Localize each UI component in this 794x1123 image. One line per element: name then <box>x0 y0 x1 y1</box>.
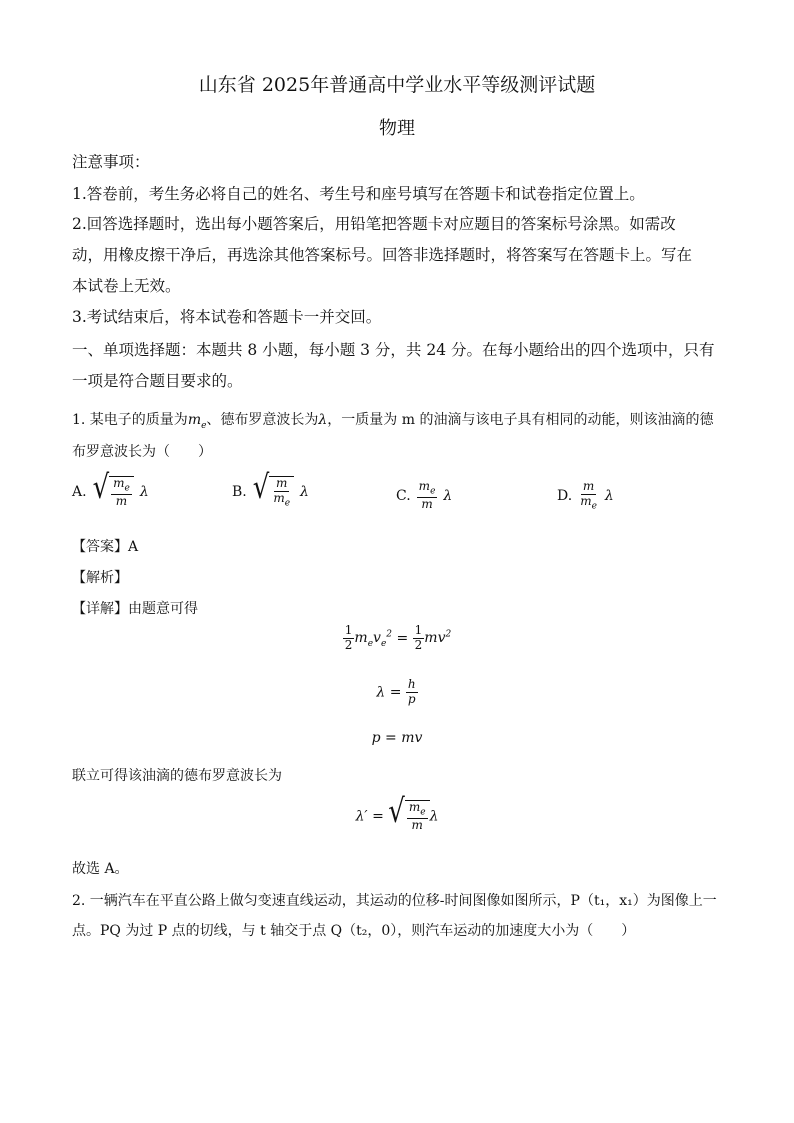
option-a: A. √ $\frac{m_e}{m}$ λ <box>72 469 149 508</box>
option-b: B. √ $\frac{m}{m_e}$ λ <box>232 469 309 509</box>
question-2-line-1: 2. 一辆汽车在平直公路上做匀变速直线运动，其运动的位移-时间图像如图所示，P（t₁，x₁）为图像上一 <box>72 893 717 909</box>
question-1-text-b: 、德布罗意波长为 <box>206 412 319 428</box>
section-heading-line-1: 一、单项选择题：本题共 8 小题，每小题 3 分，共 24 分。在每小题给出的四个选项中，只有 <box>72 341 715 359</box>
conclusion-text: 故选 A。 <box>72 861 129 877</box>
question-1-line-2: 布罗意波长为（ ） <box>72 444 212 460</box>
electron-mass-symbol: $m_e$ <box>187 412 207 431</box>
detail-label: 【详解】由题意可得 <box>72 601 198 617</box>
question-2-line-2: 点。PQ 为过 P 点的切线，与 t 轴交于点 Q（t₂，0），则汽车运动的加速度大小为（ ） <box>72 923 636 939</box>
notice-item-3: 3.考试结束后，将本试卷和答题卡一并交回。 <box>72 308 382 326</box>
question-1-line-1 <box>72 409 713 431</box>
answer-label: 【答案】A <box>72 539 139 555</box>
lambda-symbol: λ <box>318 412 328 428</box>
option-c: C. $\frac{m_e}{m}$ λ <box>396 479 453 511</box>
notice-heading: 注意事项： <box>72 153 150 171</box>
notice-item-2-line-2: 动，用橡皮擦干净后，再选涂其他答案标号。回答非选择题时，将答案写在答题卡上。写在 <box>72 246 693 264</box>
option-d-formula: $\frac{m}{m_e}$ <box>580 479 597 512</box>
equation-kinetic-energy: $\frac{1}{2}$ $m_ev_e^2$ = $\frac{1}{2}$ $mv^2$ <box>344 623 452 652</box>
option-a-formula: √ $\frac{m_e}{m}$ <box>93 476 134 509</box>
section-heading-line-2: 一项是符合题目要求的。 <box>72 372 243 390</box>
question-1-text-a: 1. 某电子的质量为 <box>72 412 188 428</box>
option-d-label: D. <box>557 487 573 504</box>
combine-text: 联立可得该油滴的德布罗意波长为 <box>72 768 282 784</box>
subject-title: 物理 <box>379 118 415 139</box>
equation-result: λ′ = √ $\frac{m_e}{m}$ λ <box>355 793 439 832</box>
exam-title: 山东省 2025年普通高中学业水平等级测评试题 <box>198 74 596 96</box>
question-1-text-c: ，一质量为 m 的油滴与该电子具有相同的动能，则该油滴的德 <box>327 412 714 428</box>
option-c-formula: $\frac{m_e}{m}$ <box>418 479 436 511</box>
equation-de-broglie: λ = $\frac{h}{p}$ <box>376 677 416 706</box>
option-b-label: B. <box>232 484 247 501</box>
option-b-formula: √ $\frac{m}{m_e}$ <box>253 476 294 509</box>
equation-momentum: p = mv <box>371 730 423 746</box>
notice-item-2-line-1: 2.回答选择题时，选出每小题答案后，用铅笔把答题卡对应题目的答案标号涂黑。如需改 <box>72 215 676 233</box>
analysis-label: 【解析】 <box>72 570 128 586</box>
notice-item-1: 1.答卷前，考生务必将自己的姓名、考生号和座号填写在答题卡和试卷指定位置上。 <box>72 185 645 203</box>
option-a-label: A. <box>72 484 87 501</box>
option-d: D. $\frac{m}{m_e}$ λ <box>557 479 614 512</box>
notice-item-2-line-3: 本试卷上无效。 <box>72 277 181 295</box>
option-c-label: C. <box>396 487 411 504</box>
